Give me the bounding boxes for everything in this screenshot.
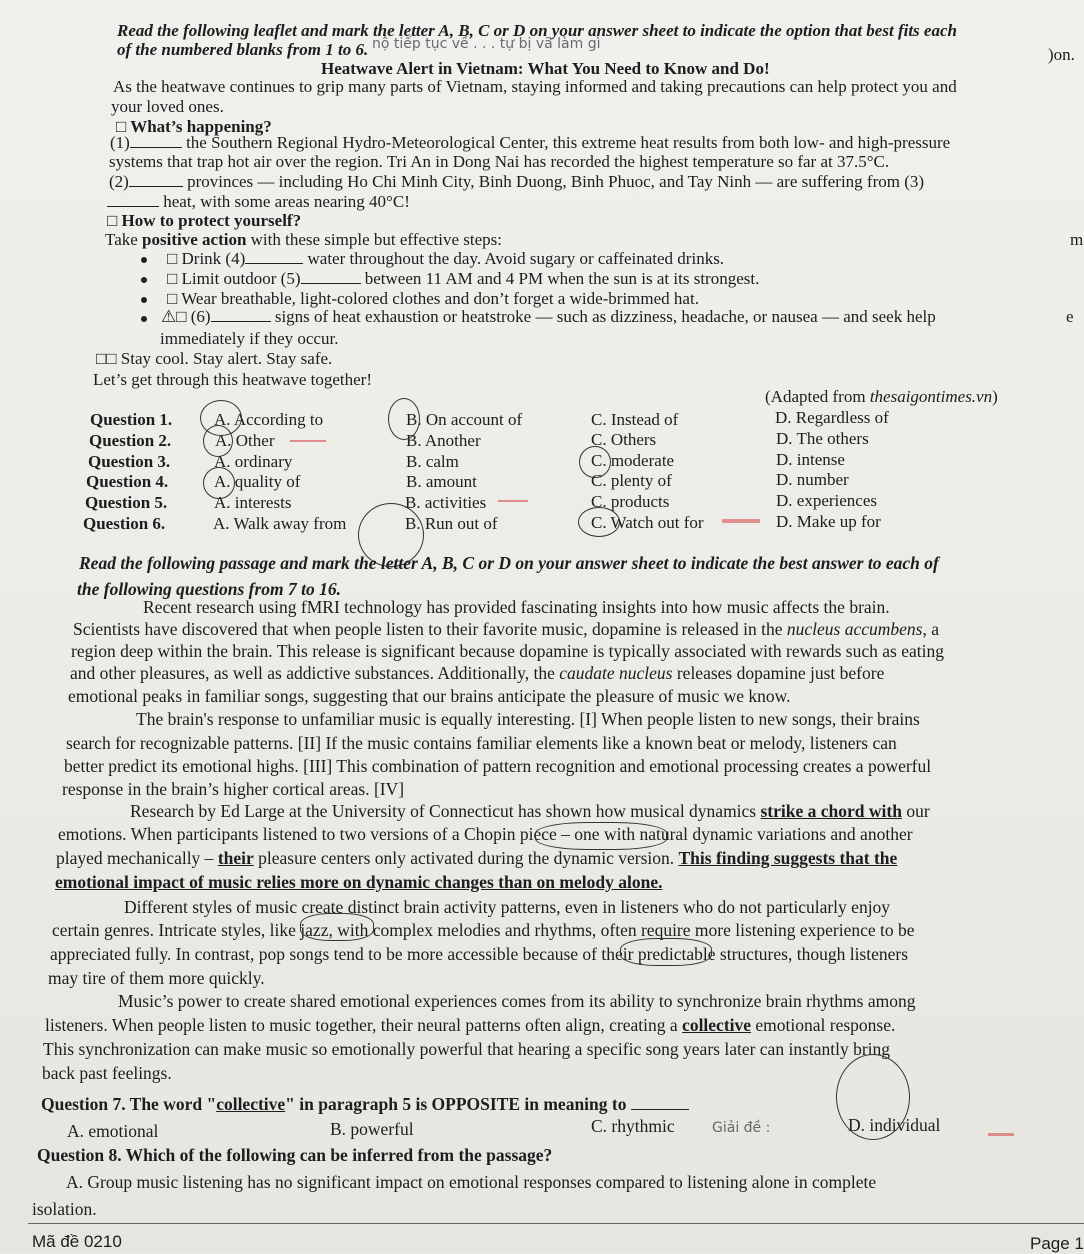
leaflet-title: Heatwave Alert in Vietnam: What You Need to Know and Do!: [321, 59, 770, 78]
exam-code: Mã đề 0210: [32, 1232, 122, 1251]
paragraph-1-line-2: [73, 619, 939, 639]
paragraph-4-line-3: appreciated fully. In contrast, pop songs tend to be more accessible because of their predictable structures, though listeners: [50, 944, 909, 964]
blank-5: [301, 269, 361, 284]
source-credit: [765, 387, 998, 407]
handwritten-note: nộ tiếp tục về . . . tự bị vã làm gì: [372, 36, 601, 52]
blank-3-line: [107, 192, 410, 212]
p3-underlined-word: their: [217, 848, 254, 868]
paragraph-5-line-2: [45, 1015, 895, 1035]
question-5-option-d[interactable]: D. experiences: [776, 491, 878, 510]
leaflet-instruction-line-2: of the numbered blanks from 1 to 6.: [117, 40, 369, 59]
question-3-option-a[interactable]: A. ordinary: [214, 452, 293, 471]
q7-blank: [631, 1095, 689, 1110]
p3-text: our: [901, 801, 930, 821]
p1-text: and other pleasures, as well as addictive substances. Additionally, the: [70, 663, 560, 683]
leaflet-instruction-line-1: Read the following leaflet and mark the letter A, B, C or D on your answer sheet to indicate the option that best fits each: [117, 21, 957, 40]
p3-underlined-sentence: This finding suggests that the: [678, 848, 898, 868]
margin-fragment: )on.: [1048, 45, 1075, 64]
highlight-stroke: [988, 1133, 1014, 1136]
question-8-stem: Question 8. Which of the following can be inferred from the passage?: [37, 1145, 553, 1165]
pen-circle-mark: [203, 467, 235, 499]
paragraph-2-line-3: better predict its emotional highs. [III] This combination of pattern recognition and emotional processing creates a powerful: [64, 756, 932, 776]
footer-divider: [28, 1223, 1084, 1224]
question-7-option-d[interactable]: D. individual: [848, 1115, 941, 1135]
p1-text: releases dopamine just before: [672, 663, 885, 683]
source-post: ): [992, 387, 998, 406]
pen-circle-mark: [203, 425, 233, 457]
blank-2-line: [109, 172, 924, 192]
question-6-option-b[interactable]: B. Run out of: [405, 514, 498, 533]
paragraph-5-line-1: Music’s power to create shared emotional experiences comes from its ability to synchronize brain rhythms among: [118, 991, 916, 1011]
pen-circle-mark: [388, 398, 420, 440]
p5-text: emotional response.: [751, 1015, 896, 1035]
p1-term: nucleus accumbens: [786, 619, 923, 639]
question-2-label: Question 2.: [89, 431, 172, 450]
p3-underlined-phrase: strike a chord with: [760, 801, 902, 821]
q7-stem-text: " in paragraph 5 is OPPOSITE in meaning to: [285, 1094, 627, 1114]
question-4-option-b[interactable]: B. amount: [406, 472, 477, 491]
paragraph-1-line-4: [70, 663, 884, 683]
question-3-option-b[interactable]: B. calm: [406, 452, 459, 471]
question-7-stem: [41, 1094, 689, 1114]
source-site: thesaigontimes.vn: [869, 387, 993, 406]
blank-3: [107, 192, 159, 207]
action-text-post: with these simple but effective steps:: [246, 230, 502, 249]
passage-instruction-line-2: the following questions from 7 to 16.: [77, 579, 341, 599]
p3-text: pleasure centers only activated during the dynamic version.: [253, 848, 679, 868]
p1-text: , a: [922, 619, 940, 639]
p1-term: caudate nucleus: [559, 663, 673, 683]
paragraph-3-line-3: [56, 848, 897, 868]
paragraph-1-line-3: region deep within the brain. This release is significant because dopamine is typically associated with rewards such as eating: [71, 641, 944, 661]
bullet-drink: [167, 249, 724, 269]
bullet-watch-label: ⚠□ (6): [161, 307, 211, 326]
question-2-option-b[interactable]: B. Another: [406, 431, 481, 450]
question-7-option-b[interactable]: B. powerful: [330, 1119, 414, 1139]
blank-3-text: heat, with some areas nearing 40°C!: [163, 192, 410, 211]
bullet-dot: [141, 257, 147, 263]
paragraph-1-line-5: emotional peaks in familiar songs, suggesting that our brains anticipate the pleasure of music we know.: [68, 686, 791, 706]
question-5-label: Question 5.: [85, 493, 168, 512]
question-3-label: Question 3.: [88, 452, 171, 471]
bullet-limit-text: between 11 AM and 4 PM when the sun is at its strongest.: [364, 269, 760, 288]
margin-fragment: m: [1070, 230, 1084, 249]
pen-circle-mark: [535, 822, 667, 850]
question-1-option-b[interactable]: B. On account of: [406, 410, 523, 429]
section-heading-whats-happening: □ What’s happening?: [116, 117, 272, 136]
question-8-option-a-line-2[interactable]: isolation.: [32, 1199, 97, 1219]
handwritten-note: Giải đề :: [712, 1120, 771, 1136]
question-2-option-d[interactable]: D. The others: [776, 429, 869, 448]
question-8-option-a-line-1[interactable]: A. Group music listening has no significant impact on emotional responses compared to listening alone in complete: [66, 1172, 877, 1192]
paragraph-1-line-1: Recent research using fMRI technology has provided fascinating insights into how music affects the brain.: [143, 597, 890, 617]
pen-circle-mark: [836, 1054, 910, 1140]
paragraph-3-line-4: emotional impact of music relies more on dynamic changes than on melody alone.: [55, 872, 663, 892]
paragraph-5-line-3: This synchronization can make music so emotionally powerful that hearing a specific song years later can instantly bring: [43, 1039, 891, 1059]
question-4-option-d[interactable]: D. number: [776, 470, 849, 489]
highlight-stroke: [498, 500, 528, 502]
source-pre: (Adapted from: [765, 387, 870, 406]
blank-1: [130, 133, 182, 148]
p3-text: played mechanically –: [56, 848, 218, 868]
paragraph-4-line-1: Different styles of music create distinct brain activity patterns, even in listeners who do not particularly enjoy: [124, 897, 891, 917]
pen-circle-mark: [620, 938, 712, 966]
highlight-stroke: [290, 440, 326, 442]
blank-1-number: (1): [110, 133, 130, 152]
question-4-label: Question 4.: [86, 472, 169, 491]
question-7-option-c[interactable]: C. rhythmic: [591, 1116, 675, 1136]
p3-text: Research by Ed Large at the University of Connecticut has shown how musical dynamics: [130, 801, 761, 821]
question-4-option-c[interactable]: C. plenty of: [591, 471, 672, 490]
bullet-dot: [141, 316, 147, 322]
bullet-limit: [167, 269, 759, 289]
question-3-option-c[interactable]: C. moderate: [591, 451, 675, 470]
leaflet-line-1b: systems that trap hot air over the region. Tri An in Dong Nai has recorded the highest temperature so far at 37.5°C.: [109, 152, 890, 171]
bullet-drink-text: water throughout the day. Avoid sugary or caffeinated drinks.: [307, 249, 725, 268]
paragraph-2-line-4: response in the brain’s higher cortical areas. [IV]: [62, 779, 405, 799]
passage-instruction-line-1: Read the following passage and mark the letter A, B, C or D on your answer sheet to indicate the best answer to each of: [79, 553, 939, 573]
question-5-option-c[interactable]: C. products: [591, 492, 670, 511]
blank-2-number: (2): [109, 172, 129, 191]
pen-circle-mark: [300, 913, 374, 941]
p1-text: Scientists have discovered that when people listen to their favorite music, dopamine is released in the: [73, 619, 787, 639]
margin-fragment: e: [1066, 307, 1074, 326]
blank-2-text: provinces — including Ho Chi Minh City, Binh Duong, Binh Phuoc, and Tay Ninh — are suffering from (3): [187, 172, 925, 191]
question-6-option-d[interactable]: D. Make up for: [776, 512, 881, 531]
closing-line-2: Let’s get through this heatwave together!: [93, 370, 372, 389]
blank-2: [129, 172, 183, 187]
page-number: Page 1: [1030, 1234, 1084, 1253]
action-text-pre: Take: [105, 230, 143, 249]
question-7-option-a[interactable]: A. emotional: [67, 1121, 159, 1141]
bullet-watch-text: signs of heat exhaustion or heatstroke — such as dizziness, headache, or nausea — and seek help: [274, 307, 936, 326]
question-1-option-d[interactable]: D. Regardless of: [775, 408, 889, 427]
question-4-option-a[interactable]: A. quality of: [214, 472, 301, 491]
bullet-dot: [141, 277, 147, 283]
question-5-option-a[interactable]: A. interests: [214, 493, 292, 512]
p5-text: listeners. When people listen to music together, their neural patterns often align, creating a: [45, 1015, 683, 1035]
paragraph-2-line-2: search for recognizable patterns. [II] If the music contains familiar elements like a known beat or melody, listeners can: [66, 733, 897, 753]
bullet-drink-label: □ Drink (4): [167, 249, 246, 268]
bullet-watch: [161, 307, 936, 327]
bullet-wear: □ Wear breathable, light-colored clothes and don’t forget a wide-brimmed hat.: [167, 289, 699, 308]
bullet-limit-label: □ Limit outdoor (5): [167, 269, 301, 288]
question-5-option-b[interactable]: B. activities: [405, 493, 487, 512]
bullet-dot: [141, 297, 147, 303]
highlight-stroke: [722, 519, 760, 523]
p5-underlined-word: collective: [682, 1015, 752, 1035]
action-text-bold: positive action: [142, 230, 247, 249]
leaflet-intro-line-1: As the heatwave continues to grip many parts of Vietnam, staying informed and taking precautions can help protect you and: [113, 77, 957, 96]
blank-6: [211, 307, 271, 322]
leaflet-action-line: [105, 230, 502, 250]
paragraph-2-line-1: The brain's response to unfamiliar music is equally interesting. [I] When people listen to new songs, their brains: [136, 709, 920, 729]
question-6-option-c[interactable]: C. Watch out for: [591, 513, 704, 532]
leaflet-intro-line-2: your loved ones.: [111, 97, 224, 116]
question-6-option-a[interactable]: A. Walk away from: [213, 514, 347, 533]
question-1-option-a[interactable]: A. According to: [214, 410, 324, 429]
paragraph-4-line-2: certain genres. Intricate styles, like jazz, with complex melodies and rhythms, often require more listening experience to be: [52, 920, 915, 940]
paragraph-4-line-4: may tire of them more quickly.: [48, 968, 265, 988]
closing-line-1: □□ Stay cool. Stay alert. Stay safe.: [96, 349, 333, 368]
q7-stem-word: collective: [216, 1094, 286, 1114]
question-2-option-c[interactable]: C. Others: [591, 430, 657, 449]
question-1-option-c[interactable]: C. Instead of: [591, 410, 679, 429]
pen-circle-mark: [578, 507, 620, 537]
question-2-option-a[interactable]: A. Other: [215, 431, 275, 450]
paragraph-5-line-4: back past feelings.: [42, 1063, 172, 1083]
paragraph-3-line-1: [130, 801, 930, 821]
blank-4: [245, 249, 303, 264]
blank-1-line: [110, 133, 950, 153]
question-6-label: Question 6.: [83, 514, 166, 533]
paragraph-3-line-2: emotions. When participants listened to two versions of a Chopin piece – one with natural dynamic variations and another: [58, 824, 913, 844]
section-heading-protect: □ How to protect yourself?: [107, 211, 302, 230]
question-1-label: Question 1.: [90, 410, 173, 429]
pen-circle-mark: [579, 446, 611, 478]
q7-stem-text: Question 7. The word ": [41, 1094, 217, 1114]
blank-1-text: the Southern Regional Hydro-Meteorological Center, this extreme heat results from both low- and high-pressure: [186, 133, 951, 152]
bullet-watch-line-2: immediately if they occur.: [160, 329, 339, 348]
question-3-option-d[interactable]: D. intense: [776, 450, 845, 469]
